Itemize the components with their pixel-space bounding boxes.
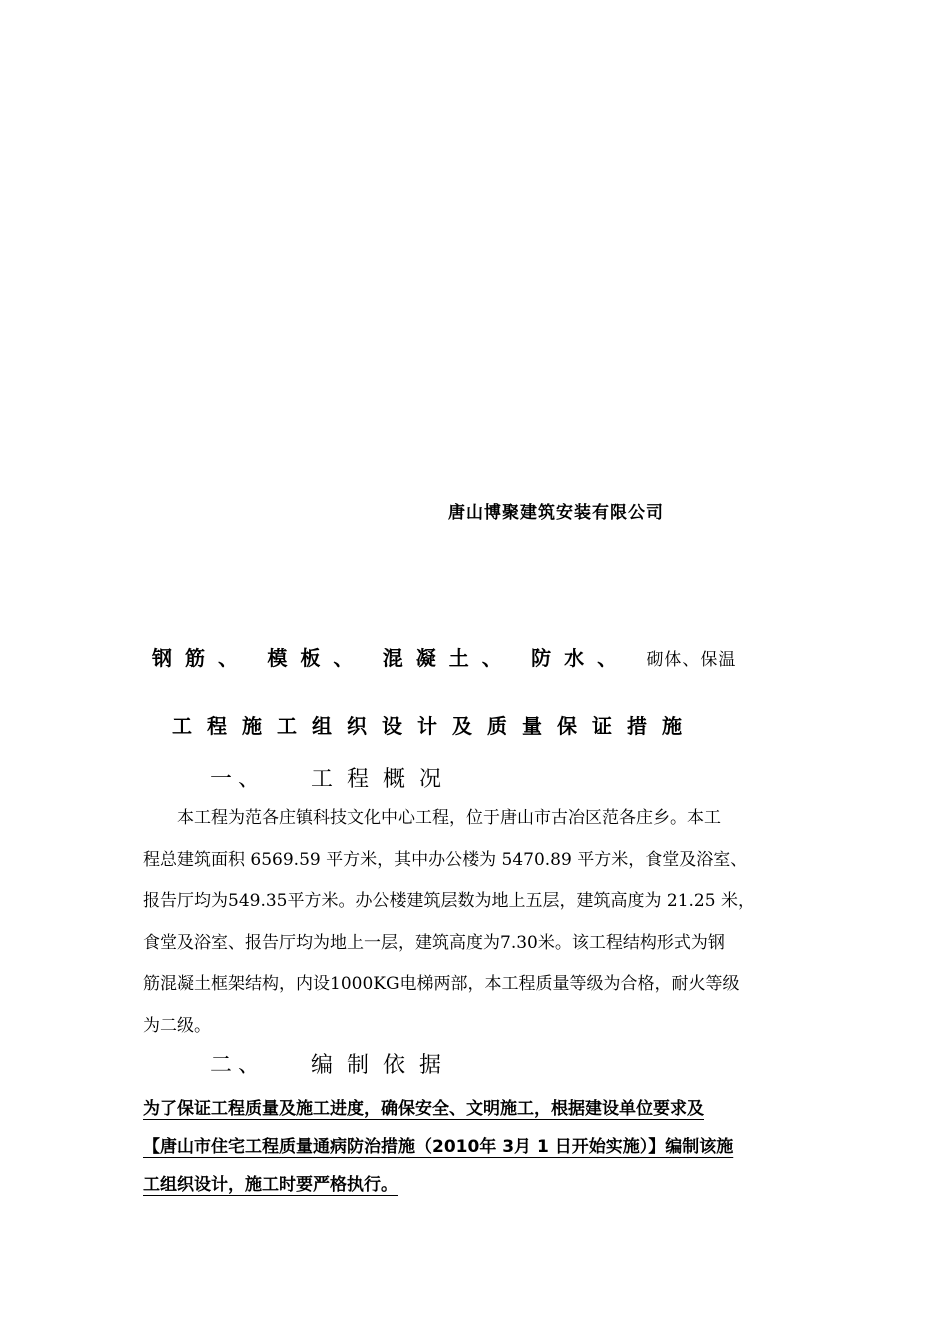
paragraph-line bbox=[143, 1166, 855, 1204]
paragraph-line: 筋混凝土框架结构，内设1000KG电梯两部，本工程质量等级为合格，耐火等级 bbox=[143, 974, 740, 994]
paragraph-line: 报告厅均为549.35平方米。办公楼建筑层数为地上五层，建筑高度为 21.25 米， bbox=[143, 891, 755, 911]
underlined-text: 工组织设计，施工时要严格执行。 bbox=[143, 1175, 398, 1195]
paragraph-line: 本工程为范各庄镇科技文化中心工程，位于唐山市古冶区范各庄乡。本工 bbox=[143, 808, 721, 828]
section-number: 二、 bbox=[210, 1053, 267, 1078]
paragraph-line bbox=[143, 1090, 855, 1128]
document-subtitle: 工程施工组织设计及质量保证措施 bbox=[172, 714, 697, 738]
underlined-text: 【唐山市住宅工程质量通病防治措施（2010年 3月 1 日开始实施）】编制该施 bbox=[143, 1137, 734, 1157]
paragraph-line: 食堂及浴室、报告厅均为地上一层，建筑高度为7.30米。该工程结构形式为钢 bbox=[143, 932, 725, 953]
topic-masonry-insulation: 砌体、保温 bbox=[646, 650, 737, 670]
topic-rebar: 钢筋、 bbox=[152, 646, 251, 670]
section-number: 一、 bbox=[210, 767, 267, 792]
basis-paragraph bbox=[143, 1090, 855, 1204]
paragraph-line: 为二级。 bbox=[143, 1015, 211, 1036]
overview-paragraph bbox=[143, 798, 855, 1047]
section-title: 编制依据 bbox=[311, 1053, 456, 1078]
topic-concrete: 混凝土、 bbox=[382, 646, 515, 670]
paragraph-line: 程总建筑面积 6569.59 平方米，其中办公楼为 5470.89 平方米，食堂及浴室、 bbox=[143, 849, 748, 870]
underlined-text: 为了保证工程质量及施工进度，确保安全、文明施工，根据建设单位要求及 bbox=[143, 1099, 704, 1119]
section-heading-basis bbox=[210, 1048, 455, 1079]
section-title: 工程概况 bbox=[311, 767, 456, 792]
topic-waterproof: 防水、 bbox=[531, 646, 631, 670]
paragraph-line bbox=[143, 1128, 855, 1166]
section-heading-overview bbox=[210, 762, 455, 793]
topic-formwork: 模板、 bbox=[267, 646, 367, 670]
company-name: 唐山博聚建筑安装有限公司 bbox=[448, 503, 664, 523]
topics-line bbox=[152, 642, 736, 671]
